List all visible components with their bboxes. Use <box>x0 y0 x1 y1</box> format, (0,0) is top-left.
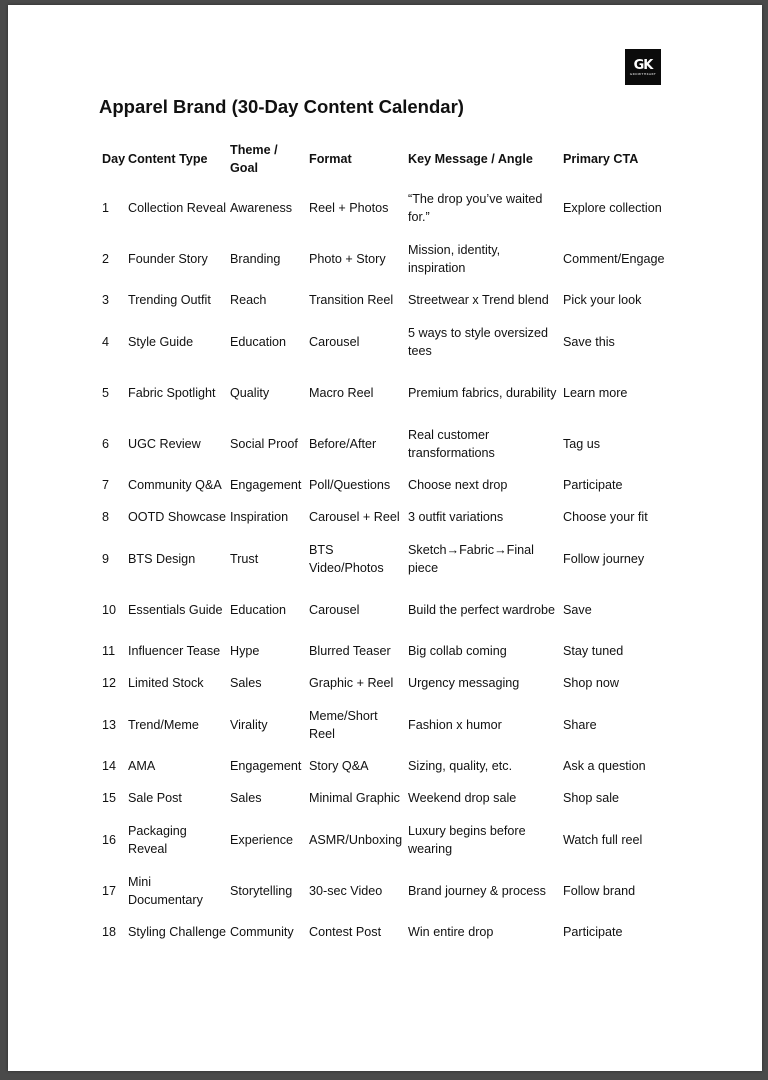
cell-theme: Engagement <box>230 759 302 773</box>
cell-day: 3 <box>102 293 110 307</box>
table-row <box>99 501 683 533</box>
cell-message: Win entire drop <box>408 925 494 939</box>
cell-cta: Participate <box>563 925 623 939</box>
cell-theme: Branding <box>230 251 281 266</box>
cell-day: 15 <box>102 791 117 805</box>
cell-content-type: Community Q&A <box>128 478 222 492</box>
cell-message: Luxury begins before wearing <box>408 823 526 856</box>
table-row <box>99 418 683 469</box>
cell-cta: Watch full reel <box>563 832 643 847</box>
cell-content-type: BTS Design <box>128 551 196 566</box>
cell-content-type: Packaging Reveal <box>128 823 187 856</box>
cell-content-type: Mini Documentary <box>128 874 203 907</box>
table-row <box>99 367 683 418</box>
header-theme-goal: Theme / Goal <box>230 142 278 175</box>
cell-day: 17 <box>102 883 117 898</box>
cell-message: Mission, identity, inspiration <box>408 242 501 275</box>
cell-theme: Education <box>230 602 287 617</box>
table-row <box>99 635 683 667</box>
table-row <box>99 284 683 316</box>
cell-day: 13 <box>102 717 117 732</box>
cell-format: Before/After <box>309 436 377 451</box>
cell-theme: Community <box>230 925 294 939</box>
cell-cta: Save <box>563 602 592 617</box>
cell-format: Reel + Photos <box>309 200 389 215</box>
cell-cta: Ask a question <box>563 759 646 773</box>
document-title: Apparel Brand (30-Day Content Calendar) <box>99 96 464 117</box>
table-row <box>99 814 683 865</box>
cell-day: 14 <box>102 759 117 773</box>
table-row <box>99 916 683 948</box>
cell-content-type: Trending Outfit <box>128 293 211 307</box>
cell-theme: Quality <box>230 385 270 400</box>
cell-message: Real customer transformations <box>408 427 495 460</box>
cell-cta: Participate <box>563 478 623 492</box>
cell-format: Carousel <box>309 602 360 617</box>
cell-content-type: UGC Review <box>128 436 201 451</box>
cell-theme: Social Proof <box>230 436 298 451</box>
cell-content-type: Influencer Tease <box>128 644 221 658</box>
logo-subtext: GROWTHKART <box>629 71 657 76</box>
cell-message: Build the perfect wardrobe <box>408 602 556 617</box>
cell-theme: Education <box>230 334 287 349</box>
cell-message: 5 ways to style oversized tees <box>408 325 548 358</box>
table-row <box>99 233 683 284</box>
cell-format: 30-sec Video <box>309 883 383 898</box>
cell-theme: Inspiration <box>230 510 289 524</box>
cell-theme: Virality <box>230 717 268 732</box>
content-calendar-table <box>99 135 683 948</box>
table-row <box>99 667 683 699</box>
cell-cta: Pick your look <box>563 293 642 307</box>
cell-cta: Share <box>563 717 597 732</box>
table-row <box>99 584 683 635</box>
cell-format: ASMR/Unboxing <box>309 832 403 847</box>
cell-format: Minimal Graphic <box>309 791 400 805</box>
cell-cta: Shop now <box>563 676 620 690</box>
cell-day: 6 <box>102 436 110 451</box>
cell-day: 7 <box>102 478 110 492</box>
cell-cta: Learn more <box>563 385 628 400</box>
cell-day: 10 <box>102 602 117 617</box>
cell-cta: Follow journey <box>563 551 645 566</box>
document-page <box>8 5 762 1071</box>
cell-theme: Reach <box>230 293 267 307</box>
table-row <box>99 316 683 367</box>
cell-message: Big collab coming <box>408 644 507 658</box>
cell-format: Meme/Short Reel <box>309 708 378 741</box>
cell-day: 2 <box>102 251 110 266</box>
header-format: Format <box>309 151 352 166</box>
cell-day: 1 <box>102 200 110 215</box>
cell-theme: Awareness <box>230 200 293 215</box>
cell-content-type: Collection Reveal <box>128 200 227 215</box>
cell-cta: Tag us <box>563 436 601 451</box>
header-primary-cta: Primary CTA <box>563 151 639 166</box>
cell-content-type: Essentials Guide <box>128 602 223 617</box>
cell-cta: Explore collection <box>563 200 662 215</box>
cell-day: 16 <box>102 832 117 847</box>
cell-format: Transition Reel <box>309 293 394 307</box>
cell-format: Carousel <box>309 334 360 349</box>
cell-day: 9 <box>102 551 110 566</box>
cell-theme: Trust <box>230 551 259 566</box>
cell-content-type: Style Guide <box>128 334 194 349</box>
cell-format: Graphic + Reel <box>309 676 394 690</box>
brand-logo <box>625 49 661 85</box>
cell-message: Fashion x humor <box>408 717 502 732</box>
cell-format: Macro Reel <box>309 385 374 400</box>
cell-day: 5 <box>102 385 110 400</box>
cell-format: Story Q&A <box>309 759 369 773</box>
cell-message: Sketch→Fabric→Final piece <box>408 542 534 575</box>
cell-day: 18 <box>102 925 117 939</box>
table-row <box>99 533 683 584</box>
cell-content-type: Trend/Meme <box>128 717 199 732</box>
cell-format: Blurred Teaser <box>309 644 391 658</box>
table-row <box>99 750 683 782</box>
logo-mark: GK <box>633 57 653 73</box>
cell-cta: Comment/Engage <box>563 251 665 266</box>
table-row <box>99 782 683 814</box>
cell-day: 11 <box>102 644 116 658</box>
cell-day: 8 <box>102 510 110 524</box>
cell-cta: Save this <box>563 334 615 349</box>
cell-format: Photo + Story <box>309 251 386 266</box>
cell-message: “The drop you’ve waited for.” <box>408 191 543 224</box>
cell-theme: Hype <box>230 644 260 658</box>
cell-theme: Sales <box>230 676 262 690</box>
header-key-message: Key Message / Angle <box>408 151 533 166</box>
cell-content-type: Limited Stock <box>128 676 204 690</box>
cell-theme: Storytelling <box>230 883 293 898</box>
cell-message: Premium fabrics, durability <box>408 385 557 400</box>
cell-format: BTS Video/Photos <box>309 542 384 575</box>
cell-cta: Stay tuned <box>563 644 624 658</box>
cell-message: Brand journey & process <box>408 883 546 898</box>
header-day: Day <box>102 151 125 166</box>
table-row <box>99 182 683 233</box>
cell-message: Weekend drop sale <box>408 791 517 805</box>
table-header-row <box>99 135 683 182</box>
cell-message: Streetwear x Trend blend <box>408 293 549 307</box>
table-row <box>99 699 683 750</box>
cell-content-type: Founder Story <box>128 251 208 266</box>
header-content-type: Content Type <box>128 151 208 166</box>
cell-day: 12 <box>102 676 117 690</box>
table-row <box>99 469 683 501</box>
table-row <box>99 865 683 916</box>
cell-cta: Shop sale <box>563 791 620 805</box>
cell-cta: Choose your fit <box>563 510 648 524</box>
cell-content-type: OOTD Showcase <box>128 510 226 524</box>
cell-format: Carousel + Reel <box>309 510 400 524</box>
cell-cta: Follow brand <box>563 883 636 898</box>
cell-theme: Sales <box>230 791 262 805</box>
cell-format: Contest Post <box>309 925 382 939</box>
cell-theme: Experience <box>230 832 294 847</box>
cell-message: Urgency messaging <box>408 676 520 690</box>
cell-message: Choose next drop <box>408 478 508 492</box>
cell-content-type: Sale Post <box>128 791 182 805</box>
cell-content-type: Fabric Spotlight <box>128 385 216 400</box>
cell-content-type: AMA <box>128 759 156 773</box>
cell-theme: Engagement <box>230 478 302 492</box>
cell-message: Sizing, quality, etc. <box>408 759 513 773</box>
cell-format: Poll/Questions <box>309 478 391 492</box>
cell-content-type: Styling Challenge <box>128 925 227 939</box>
cell-day: 4 <box>102 334 110 349</box>
cell-message: 3 outfit variations <box>408 510 504 524</box>
